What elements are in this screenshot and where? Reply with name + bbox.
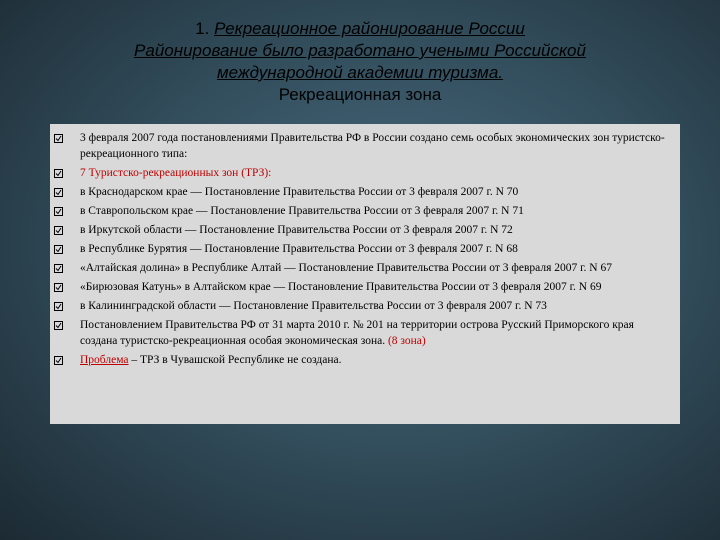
- bullet-text-main: Постановлением Правительства РФ от 31 марта 2010 г. № 201 на территории острова Русский Приморского края создана туристско-рекреационная особая экономическая зона.: [80, 319, 634, 347]
- bullet-text: [80, 317, 670, 349]
- bullet-text-main: – ТРЗ в Чувашской Республике не создана.: [128, 354, 342, 366]
- list-item: [54, 260, 670, 276]
- list-item: [54, 317, 670, 349]
- slide-title: [40, 18, 680, 106]
- list-item: [54, 165, 670, 181]
- square-checkbox-icon: [54, 279, 80, 292]
- bullet-text: в Краснодарском крае — Постановление Правительства России от 3 февраля 2007 г. N 70: [80, 186, 519, 198]
- bullet-text: 3 февраля 2007 года постановлениями Правительства РФ в России создано семь особых экономических зон туристско-рекреационного типа:: [80, 132, 665, 160]
- square-checkbox-icon: [54, 260, 80, 273]
- bullet-text: [80, 352, 670, 368]
- bullet-text: в Калининградской области — Постановление Правительства России от 3 февраля 2007 г. N 73: [80, 300, 547, 312]
- bullet-text-red: (8 зона): [387, 335, 426, 347]
- content-box: [50, 124, 680, 424]
- square-checkbox-icon: [54, 352, 80, 365]
- title-number: 1.: [195, 19, 210, 38]
- list-item: [54, 352, 670, 368]
- bullet-text: «Бирюзовая Катунь» в Алтайском крае — Постановление Правительства России от 3 февраля 2007 г. N 69: [80, 281, 602, 293]
- bullet-text-red: Проблема: [80, 354, 129, 366]
- list-item: [54, 241, 670, 257]
- square-checkbox-icon: [54, 165, 80, 178]
- list-item: [54, 203, 670, 219]
- list-item: [54, 184, 670, 200]
- bullet-text: «Алтайская долина» в Республике Алтай — Постановление Правительства России от 3 февраля 2007 г. N 67: [80, 262, 612, 274]
- bullet-text: 7 Туристско-рекреационных зон (ТРЗ):: [80, 167, 272, 179]
- bullet-text: в Ставропольском крае — Постановление Правительства России от 3 февраля 2007 г. N 71: [80, 205, 524, 217]
- square-checkbox-icon: [54, 298, 80, 311]
- square-checkbox-icon: [54, 184, 80, 197]
- title-line-2: Районирование было разработано учеными Российской: [134, 41, 586, 60]
- bullet-text: в Иркутской области — Постановление Правительства России от 3 февраля 2007 г. N 72: [80, 224, 513, 236]
- title-line-4: Рекреационная зона: [278, 85, 442, 104]
- square-checkbox-icon: [54, 317, 80, 330]
- list-item: [54, 130, 670, 162]
- title-line-1: [40, 18, 680, 40]
- list-item: [54, 298, 670, 314]
- list-item: [54, 279, 670, 295]
- square-checkbox-icon: [54, 203, 80, 216]
- title-line-3: международной академии туризма.: [216, 63, 504, 82]
- square-checkbox-icon: [54, 222, 80, 235]
- title-heading: Рекреационное районирование России: [214, 19, 525, 38]
- list-item: [54, 222, 670, 238]
- bullet-list: [54, 130, 670, 368]
- square-checkbox-icon: [54, 130, 80, 143]
- square-checkbox-icon: [54, 241, 80, 254]
- bullet-text: в Республике Бурятия — Постановление Правительства России от 3 февраля 2007 г. N 68: [80, 243, 518, 255]
